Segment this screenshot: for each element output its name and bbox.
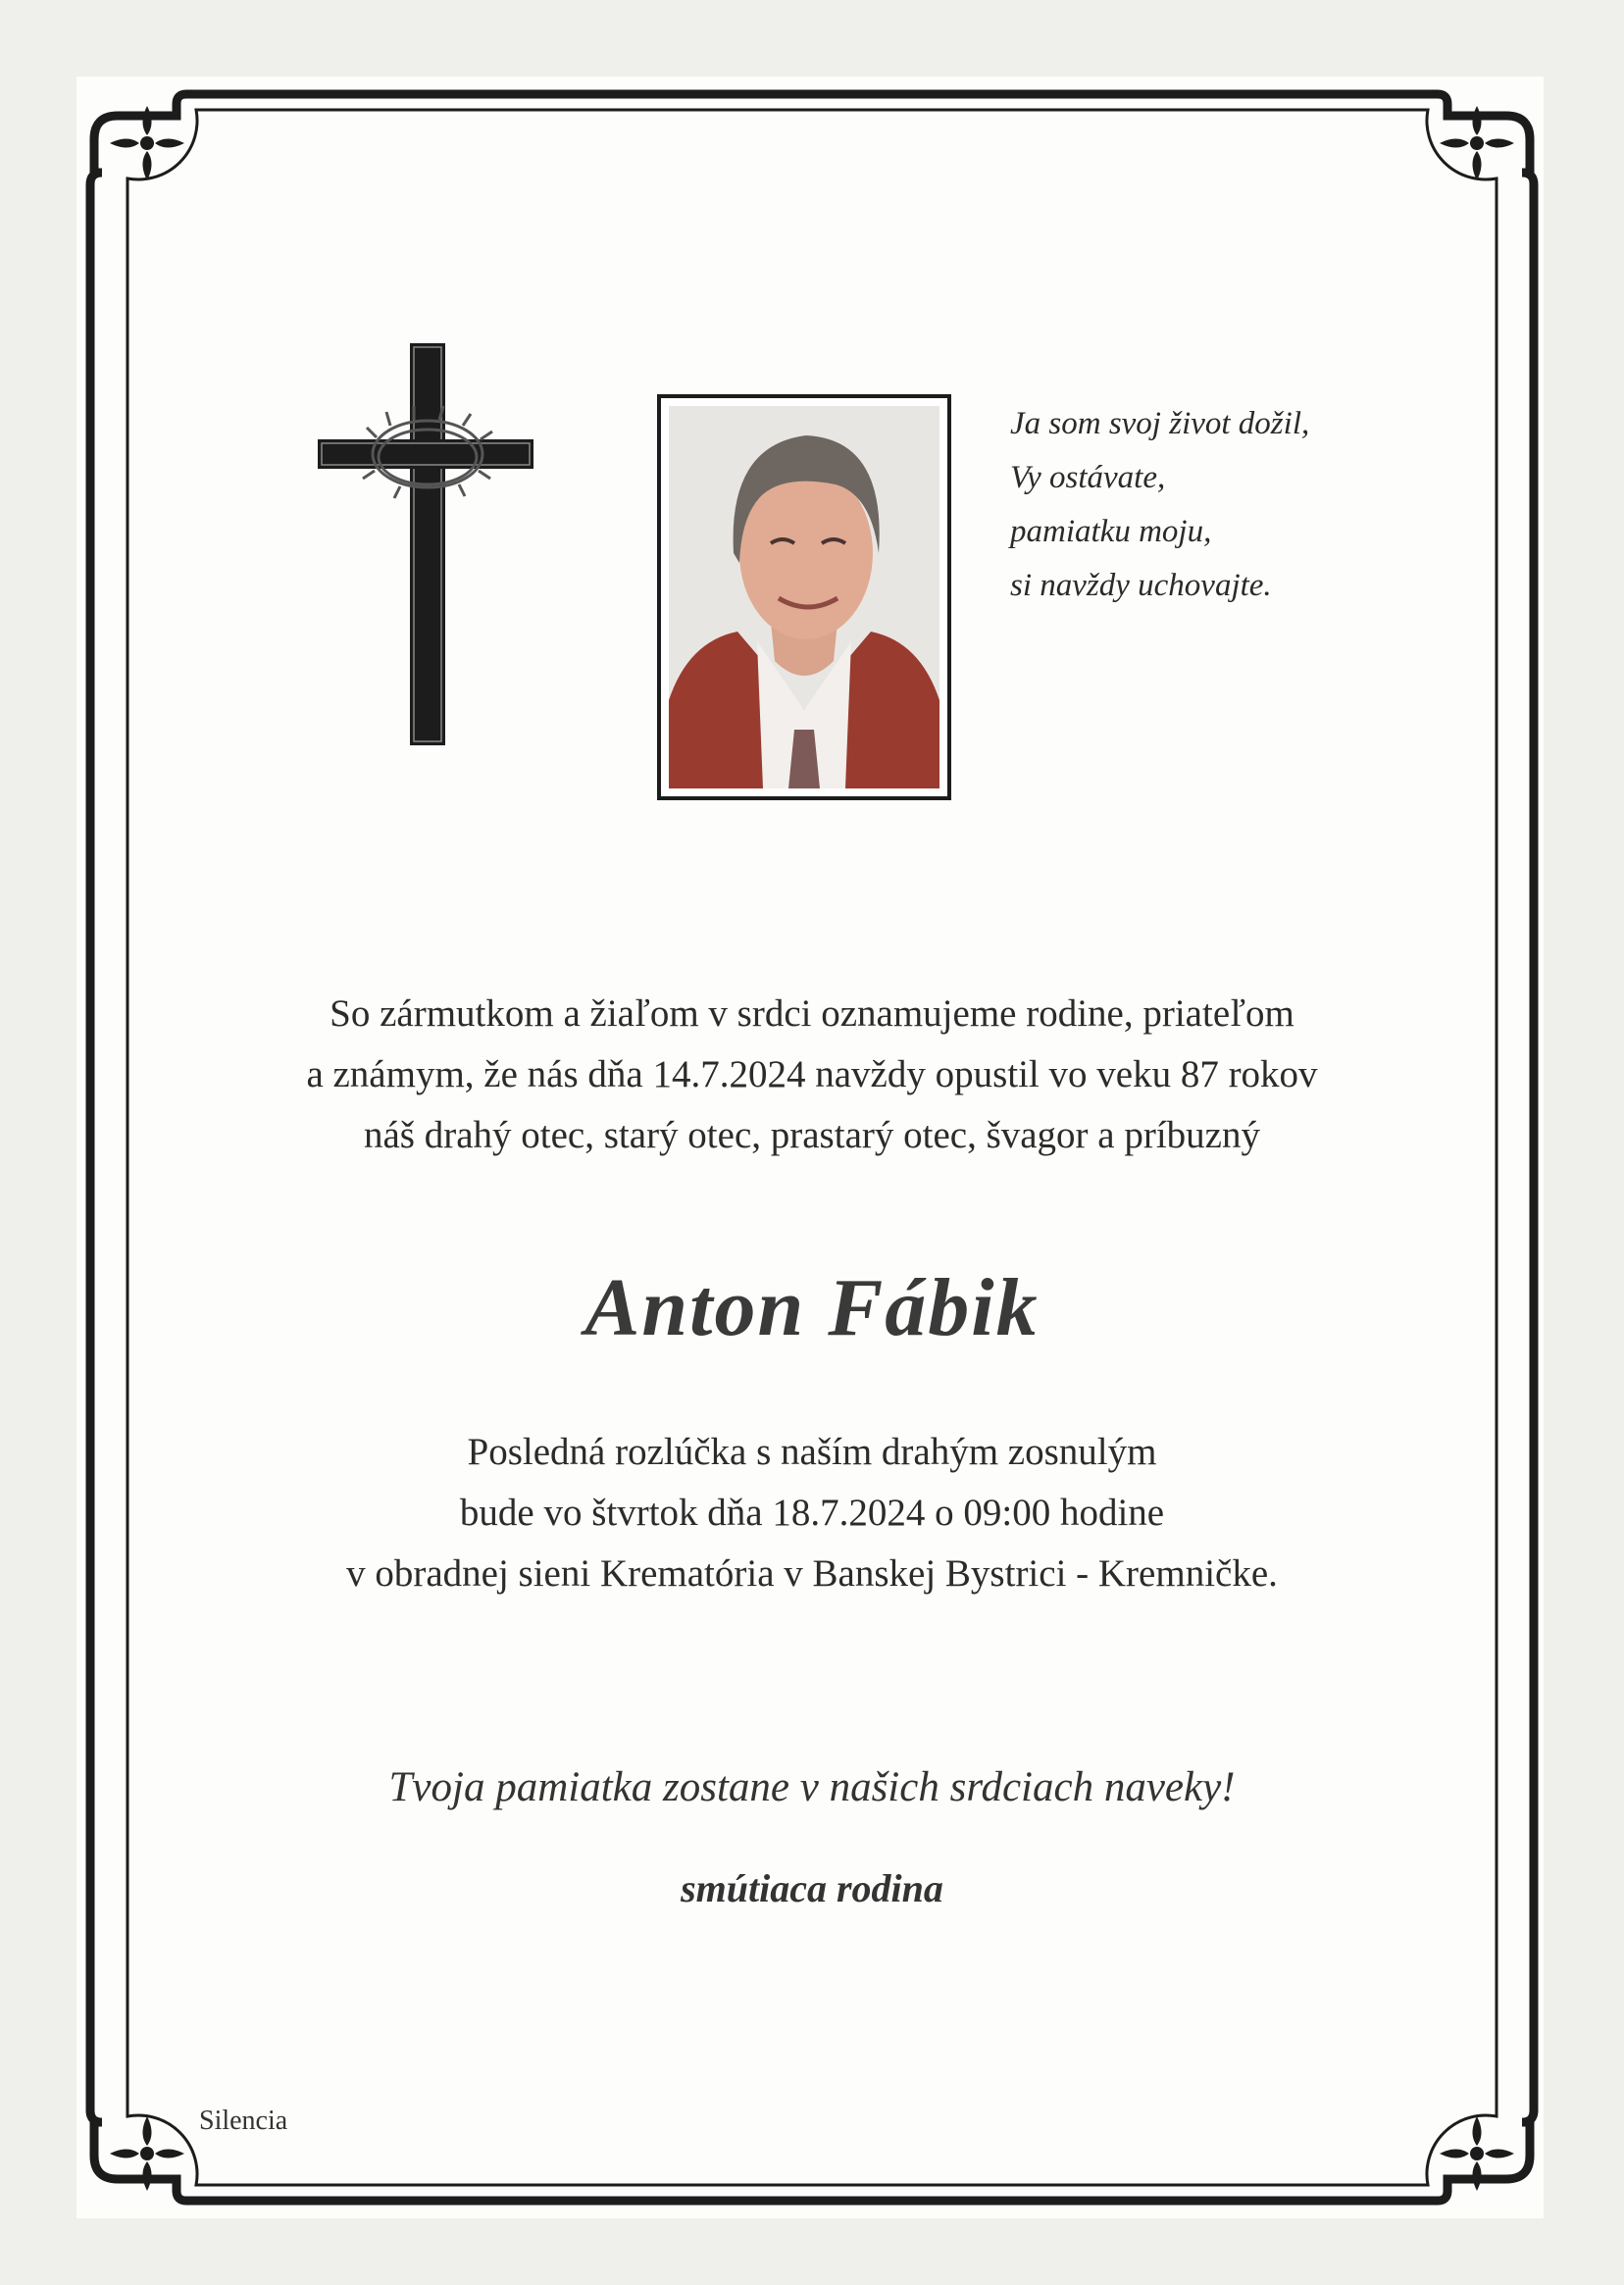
fleur-corner-ornament-icon — [102, 98, 192, 188]
fleur-corner-ornament-icon — [102, 2108, 192, 2199]
death-announcement — [177, 984, 1447, 1166]
poem-line: pamiatku moju, — [1010, 514, 1212, 549]
poem-line: Vy ostávate, — [1010, 460, 1166, 495]
deceased-name: Anton Fábik — [584, 1262, 1040, 1353]
announcement-line: a známym, že nás dňa 14.7.2024 navždy opustil vo veku 87 rokov — [306, 1053, 1318, 1095]
ceremony-line: Posledná rozlúčka s naším drahým zosnulým — [467, 1431, 1157, 1473]
family-signature: smútiaca rodina — [681, 1866, 943, 1910]
announcement-line: So zármutkom a žiaľom v srdci oznamujeme rodine, priateľom — [330, 992, 1294, 1035]
publisher-brand: Silencia — [199, 2106, 288, 2136]
portrait-photo — [657, 394, 951, 800]
closing-quote: Tvoja pamiatka zostane v našich srdciach naveky! — [388, 1764, 1236, 1810]
cross-with-thorn-crown-icon — [312, 341, 537, 749]
ceremony-line: bude vo štvrtok dňa 18.7.2024 o 09:00 hodine — [459, 1492, 1165, 1534]
fleur-corner-ornament-icon — [1432, 2108, 1522, 2199]
funeral-details — [177, 1422, 1447, 1604]
fleur-corner-ornament-icon — [1432, 98, 1522, 188]
poem-line: si navždy uchovajte. — [1010, 568, 1272, 603]
poem-line: Ja som svoj život dožil, — [1010, 406, 1310, 441]
ceremony-line: v obradnej sieni Krematória v Banskej Bystrici - Kremničke. — [346, 1552, 1278, 1595]
announcement-line: náš drahý otec, starý otec, prastarý otec, švagor a príbuzný — [364, 1114, 1260, 1156]
poem-verse — [1010, 397, 1422, 613]
